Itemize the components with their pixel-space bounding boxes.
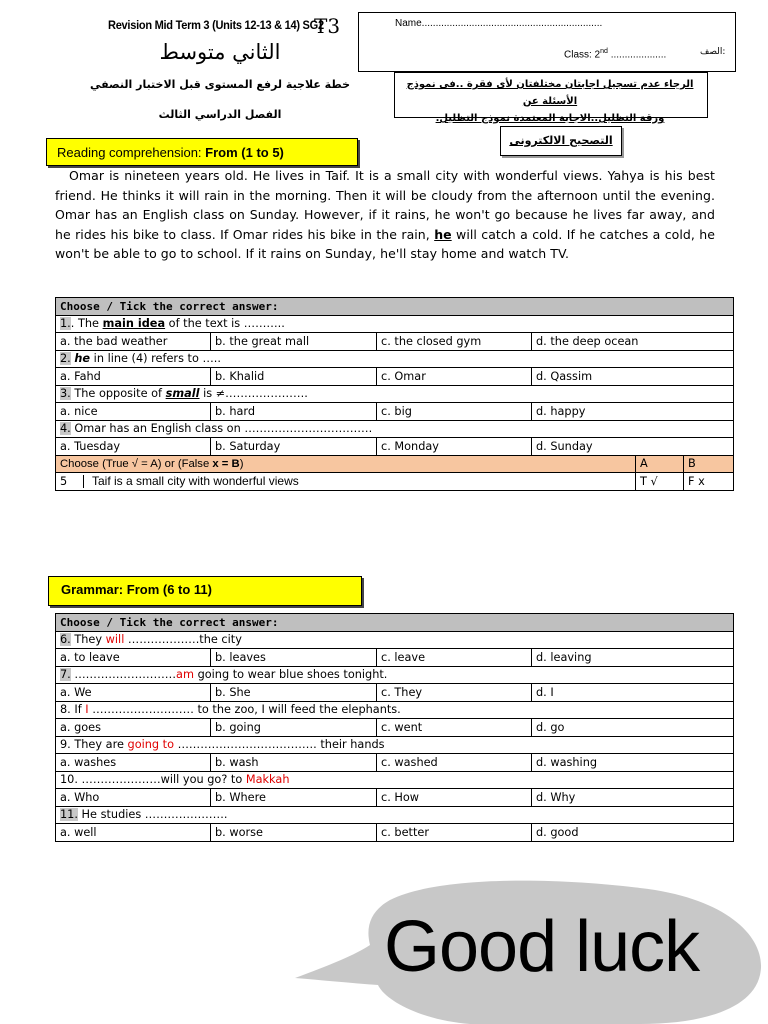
option-a[interactable]: a. Fahd [56,368,211,386]
option-d[interactable]: d. Qassim [532,368,734,386]
option-c[interactable]: c. big [377,403,532,421]
question-number: 7. [60,668,71,682]
option-a[interactable]: a. Who [56,789,211,807]
semester-arabic: الفصل الدراسي الثالث [158,108,282,121]
option-b[interactable]: b. Where [211,789,377,807]
option-d[interactable]: d. go [532,719,734,737]
class-arabic-label: الصف: [700,47,726,57]
option-d[interactable]: d. happy [532,403,734,421]
exam-title: Revision Mid Term 3 (Units 12-13 & 14) SG2 [108,18,324,32]
question-number: 3. [60,387,71,401]
option-d[interactable]: d. the deep ocean [532,333,734,351]
option-c[interactable]: c. How [377,789,532,807]
question-number: 5 [56,475,84,488]
class-dots: .................... [607,49,667,61]
plan-arabic: خطة علاجية لرفع المستوى قبل الاختبار النصفي [90,78,350,91]
question-number: 11. [60,808,78,822]
option-a[interactable]: a. the bad weather [56,333,211,351]
question-text: ……………………… to the zoo, I will feed the elephants. [88,703,401,717]
option-a[interactable]: a. to leave [56,649,211,667]
option-c[interactable]: c. washed [377,754,532,772]
option-d[interactable]: d. Why [532,789,734,807]
option-d[interactable]: d. I [532,684,734,702]
question-text: of the text is ……….. [165,317,285,331]
reading-section-prefix: Reading comprehension: [57,145,202,160]
passage-part-2: will catch a cold. If he catches a cold, he won't be able to go to school. If it rains on Sunday, he'll stay home and watch TV. [55,226,715,262]
option-c[interactable]: c. the closed gym [377,333,532,351]
tf-instruction-end: ) [239,457,244,470]
option-a[interactable]: a. goes [56,719,211,737]
question-text: If [70,703,86,717]
question-text: ……………………… [70,668,177,682]
question-number: 4. [60,422,71,436]
option-b[interactable]: b. worse [211,824,377,842]
tf-column-a: A [636,455,684,473]
tf-column-b: B [684,455,734,473]
question-text: is ≠…………………. [199,387,308,401]
option-a[interactable]: a. We [56,684,211,702]
question-text: They [70,633,106,647]
option-b[interactable]: b. hard [211,403,377,421]
term-code: T3 [314,14,341,38]
option-c[interactable]: c. better [377,824,532,842]
question-keyword: small [165,387,200,401]
option-d[interactable]: d. good [532,824,734,842]
question-text: …………………will you go? to [77,773,246,787]
question-number: 1. [60,317,71,331]
question-keyword: I [85,703,89,717]
question-keyword: Makkah [245,773,290,787]
grammar-section-header: Grammar: From (6 to 11) [48,576,362,606]
question-text: The opposite of [70,387,166,401]
question-text: in line (4) refers to ….. [90,352,221,366]
question-keyword: main idea [102,317,166,331]
option-b[interactable]: b. going [211,719,377,737]
question-text: He studies …………………. [77,808,228,822]
option-d[interactable]: d. Sunday [532,438,734,456]
class-label: Class: 2 [564,49,601,61]
name-field[interactable]: Name................................................................. [395,18,603,29]
option-d[interactable]: d. washing [532,754,734,772]
option-b[interactable]: b. Saturday [211,438,377,456]
option-b[interactable]: b. wash [211,754,377,772]
grammar-table-header: Choose / Tick the correct answer: [56,614,734,632]
question-number: 10. [60,773,78,787]
option-a[interactable]: a. well [56,824,211,842]
option-b[interactable]: b. Khalid [211,368,377,386]
tf-keyword: x = B [212,457,240,470]
option-c[interactable]: c. Monday [377,438,532,456]
question-text: . The [70,317,103,331]
grade-arabic: الثاني متوسط [159,40,281,64]
question-text: ………………………………. their hands [174,738,385,752]
question-number: 9. [60,738,71,752]
option-a[interactable]: a. Tuesday [56,438,211,456]
class-superscript: nd [600,48,608,55]
option-b[interactable]: b. She [211,684,377,702]
tf-instruction: Choose (True √ = A) or (False [60,457,213,470]
option-c[interactable]: c. went [377,719,532,737]
question-number: 8. [60,703,71,717]
question-text: going to wear blue shoes tonight. [193,668,388,682]
electronic-correction-label: التصحيح الالكترونى [509,134,613,147]
instruction-line-2: ورقة التظليل..الاجابة المعتمدة نموذج التظليل. [435,113,665,124]
option-d[interactable]: d. leaving [532,649,734,667]
option-a[interactable]: a. washes [56,754,211,772]
question-text: Omar has an English class on ……………………………. [70,422,373,436]
question-text: They are [70,738,128,752]
good-luck-text: Good luck [384,907,700,987]
question-keyword: am [176,668,194,682]
false-option[interactable]: F x [684,473,734,491]
question-keyword: going to [127,738,175,752]
option-c[interactable]: c. leave [377,649,532,667]
question-number: 2. [60,352,71,366]
passage-part-1: Omar is nineteen years old. He lives in Taif. It is a small city with wonderful views. Yahya is his best friend. He thinks it will rain in the morning. Then it will be cloudy from the afternoon until the evening. Omar has an English class on Sunday. However, if it rains, he won't go because he lives far away, and he rides his bike to class. If Omar rides his bike in the rain, [55,168,715,242]
option-c[interactable]: c. They [377,684,532,702]
option-b[interactable]: b. the great mall [211,333,377,351]
tf-statement: Taif is a small city with wonderful views [92,474,299,489]
true-option[interactable]: T √ [636,473,684,491]
option-c[interactable]: c. Omar [377,368,532,386]
option-b[interactable]: b. leaves [211,649,377,667]
instruction-line-1: الرجاء عدم تسجيل اجابتان مختلفتان لأى فقرة ..فى نموذج الأسئلة عن [406,79,694,107]
passage-he: he [434,226,452,242]
question-text: ……………….the city [124,633,242,647]
question-keyword: will [105,633,125,647]
question-number: 6. [60,633,71,647]
question-keyword: he [74,352,91,366]
option-a[interactable]: a. nice [56,403,211,421]
reading-table-header: Choose / Tick the correct answer: [56,298,734,316]
reading-section-range: From (1 to 5) [201,145,284,160]
